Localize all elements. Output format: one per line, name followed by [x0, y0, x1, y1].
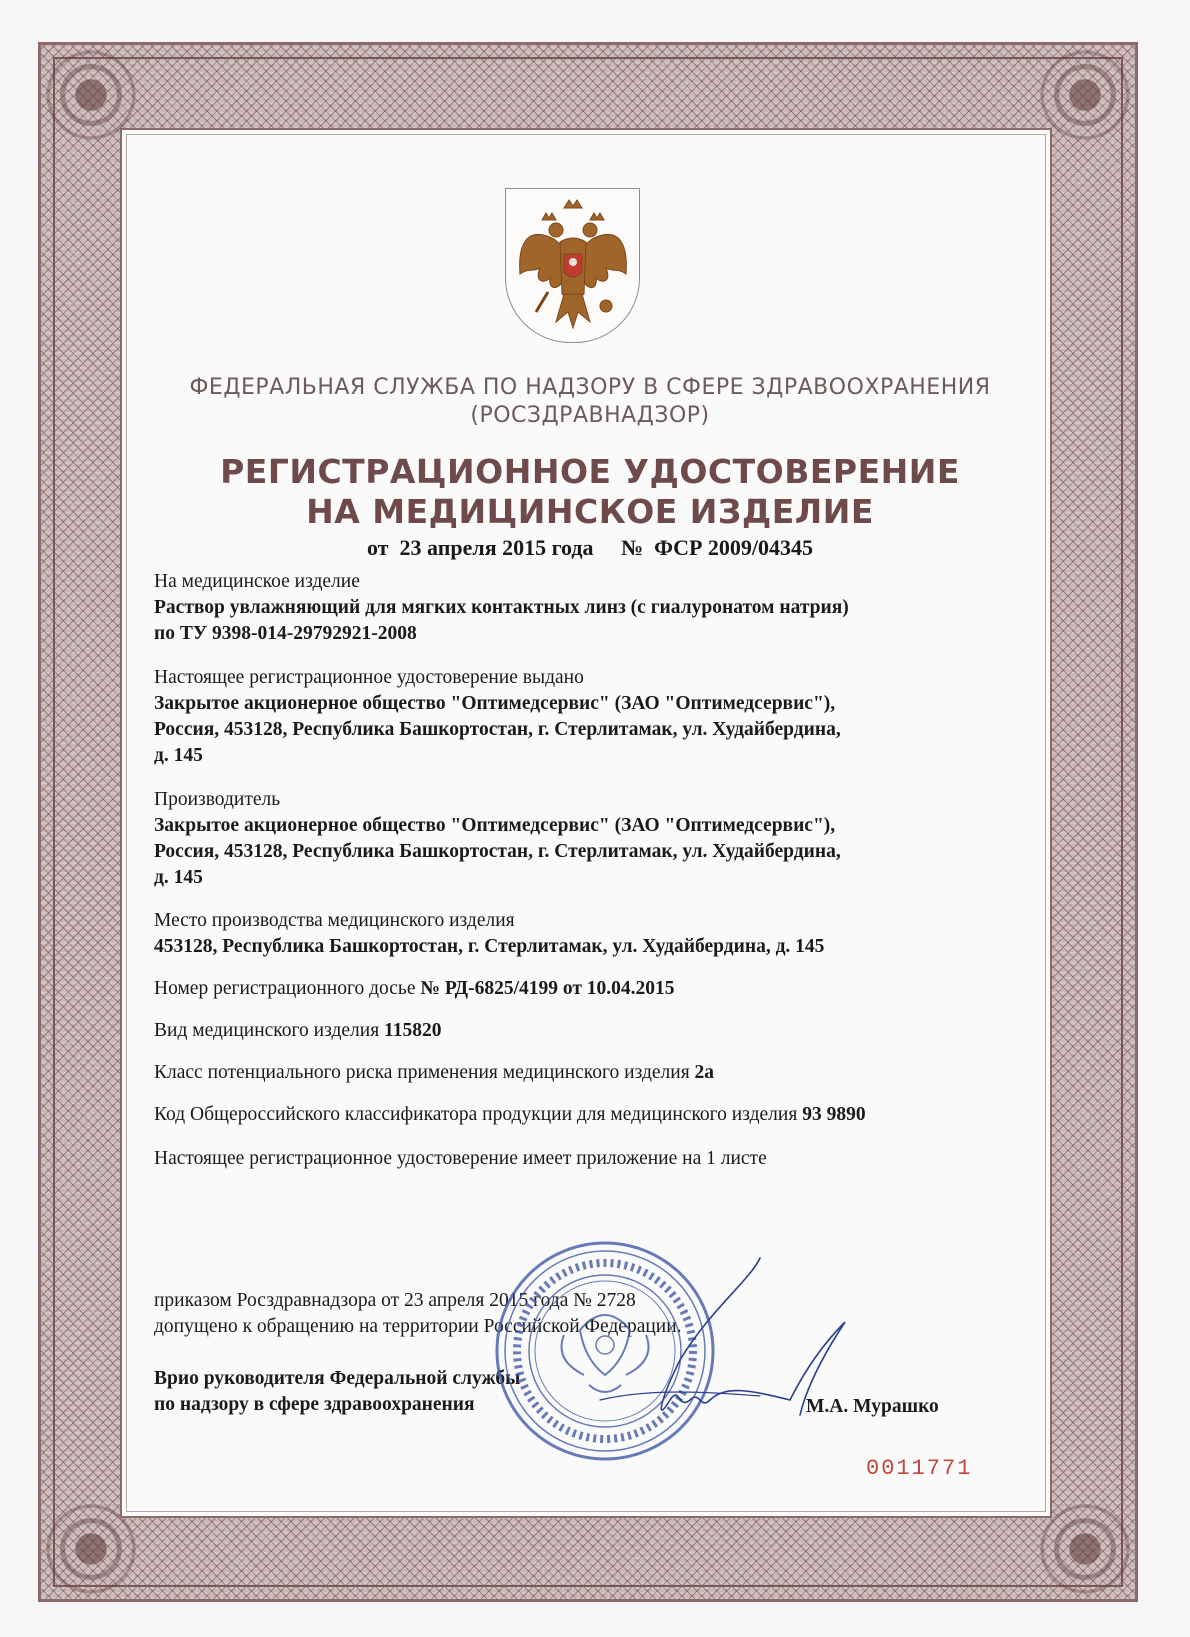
- device-label: На медицинское изделие: [154, 571, 360, 592]
- issued-to-line: Россия, 453128, Республика Башкортостан, г. Стерлитамак, ул. Худайбердина,: [154, 719, 841, 740]
- device-name: Раствор увлажняющий для мягких контактных линз (с гиалуронатом натрия): [154, 597, 849, 618]
- order-line: приказом Росздравнадзора от 23 апреля 2015 года № 2728: [154, 1290, 636, 1311]
- dossier-label: Номер регистрационного досье: [154, 978, 416, 999]
- dossier-value: № РД-6825/4199 от 10.04.2015: [420, 978, 675, 999]
- manufacturer-label: Производитель: [154, 789, 281, 810]
- issued-to-line: Закрытое акционерное общество "Оптимедсервис" (ЗАО "Оптимедсервис"),: [154, 693, 836, 714]
- number-sign: №: [621, 535, 644, 560]
- serial-number: 0011771: [866, 1456, 973, 1481]
- document-title: РЕГИСТРАЦИОННОЕ УДОСТОВЕРЕНИЕ: [220, 452, 960, 491]
- issued-to-label: Настоящее регистрационное удостоверение выдано: [154, 667, 584, 688]
- okp-code-row: [154, 1102, 866, 1127]
- signatory-position: по надзору в сфере здравоохранения: [154, 1394, 475, 1415]
- device-type-label: Вид медицинского изделия: [154, 1020, 380, 1041]
- issued-to-line: д. 145: [154, 745, 203, 766]
- manufacturer-line: д. 145: [154, 867, 203, 888]
- document-subtitle: НА МЕДИЦИНСКОЕ ИЗДЕЛИЕ: [306, 492, 874, 531]
- device-type-value: 115820: [384, 1020, 442, 1041]
- signatory-position: Врио руководителя Федеральной службы: [154, 1368, 521, 1389]
- risk-class-value: 2а: [694, 1062, 715, 1083]
- risk-class-label: Класс потенциального риска применения медицинского изделия: [154, 1062, 690, 1083]
- okp-code-value: 93 9890: [802, 1104, 866, 1125]
- risk-class-row: [154, 1060, 714, 1085]
- production-site-label: Место производства медицинского изделия: [154, 910, 515, 931]
- agency-name: ФЕДЕРАЛЬНАЯ СЛУЖБА ПО НАДЗОРУ В СФЕРЕ ЗДРАВООХРАНЕНИЯ: [189, 375, 991, 400]
- production-site-value: 453128, Республика Башкортостан, г. Стерлитамак, ул. Худайбердина, д. 145: [154, 936, 825, 957]
- manufacturer-line: Закрытое акционерное общество "Оптимедсервис" (ЗАО "Оптимедсервис"),: [154, 815, 836, 836]
- manufacturer-line: Россия, 453128, Республика Башкортостан, г. Стерлитамак, ул. Худайбердина,: [154, 841, 841, 862]
- agency-abbreviation: (РОСЗДРАВНАДЗОР): [470, 403, 710, 428]
- signature: [560, 1250, 860, 1440]
- issue-date: от 23 апреля 2015 года: [366, 535, 594, 560]
- dossier-row: [154, 976, 675, 1001]
- signatory-name: М.А. Мурашко: [806, 1396, 939, 1417]
- registration-number: ФСР 2009/04345: [654, 535, 814, 560]
- device-spec: по ТУ 9398-014-29792921-2008: [154, 623, 417, 644]
- appendix-note: Настоящее регистрационное удостоверение имеет приложение на 1 листе: [154, 1148, 767, 1169]
- russian-coat-of-arms-icon: [505, 188, 640, 343]
- order-line: допущено к обращению на территории Российской Федерации.: [154, 1316, 682, 1337]
- okp-code-label: Код Общероссийского классификатора продукции для медицинского изделия: [154, 1104, 798, 1125]
- issue-date-number: [150, 535, 1030, 561]
- device-type-row: [154, 1018, 441, 1043]
